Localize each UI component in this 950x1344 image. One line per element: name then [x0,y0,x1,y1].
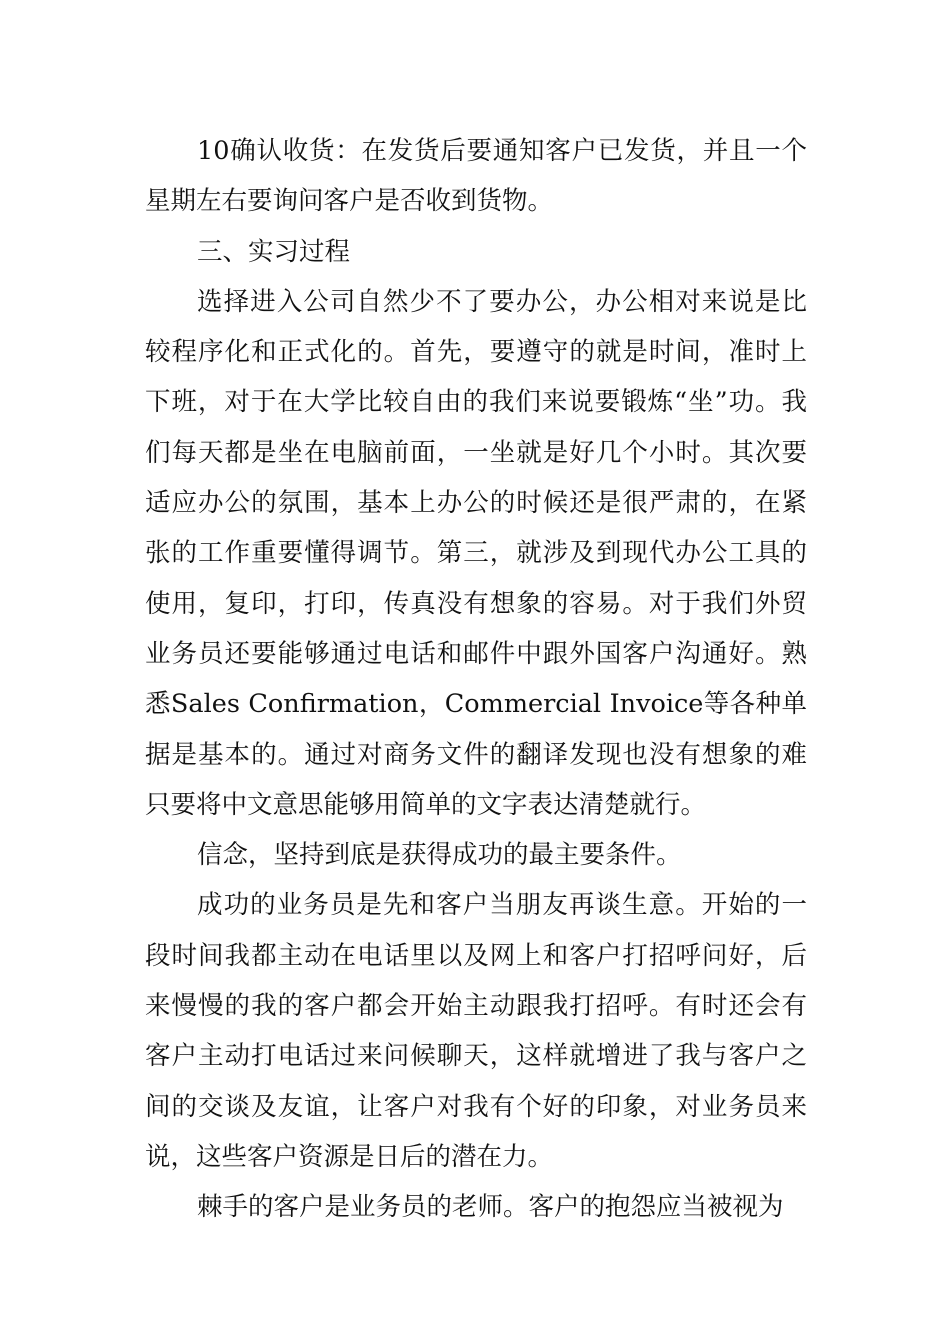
paragraph-difficult-clients: 棘手的客户是业务员的老师。客户的抱怨应当被视为 [197,1192,784,1223]
document-body [145,126,807,1233]
paragraph-belief: 信念，坚持到底是获得成功的最主要条件。 [197,840,682,871]
section-heading-internship-process: 三、实习过程 [197,236,351,267]
paragraph-friends-with-clients: 成功的业务员是先和客户当朋友再谈生意。开始的一段时间我都主动在电话里以及网上和客户打招呼问好，后来慢慢的我的客户都会开始主动跟我打招呼。有时还会有客户主动打电话过来问候聊天，这样就增进了我与客户之间的交谈及友谊，让客户对我有个好的印象，对业务员来说，这些客户资源是日后的潜在力。 [145,890,807,1172]
paragraph-office-work: 选择进入公司自然少不了要办公，办公相对来说是比较程序化和正式化的。首先，要遵守的就是时间，准时上下班，对于在大学比较自由的我们来说要锻炼“坐”功。我们每天都是坐在电脑前面，一坐就是好几个小时。其次要适应办公的氛围，基本上办公的时候还是很严肃的，在紧张的工作重要懂得调节。第三，就涉及到现代办公工具的使用，复印，打印，传真没有想象的容易。对于我们外贸业务员还要能够通过电话和邮件中跟外国客户沟通好。熟悉Sales Confirmation，Commercial Invoice等各种单据是基本的。通过对商务文件的翻译发现也没有想象的难只要将中文意思能够用简单的文字表达清楚就行。 [145,286,807,820]
paragraph-confirm-receipt: 10确认收货：在发货后要通知客户已发货，并且一个星期左右要询问客户是否收到货物。 [145,136,807,217]
